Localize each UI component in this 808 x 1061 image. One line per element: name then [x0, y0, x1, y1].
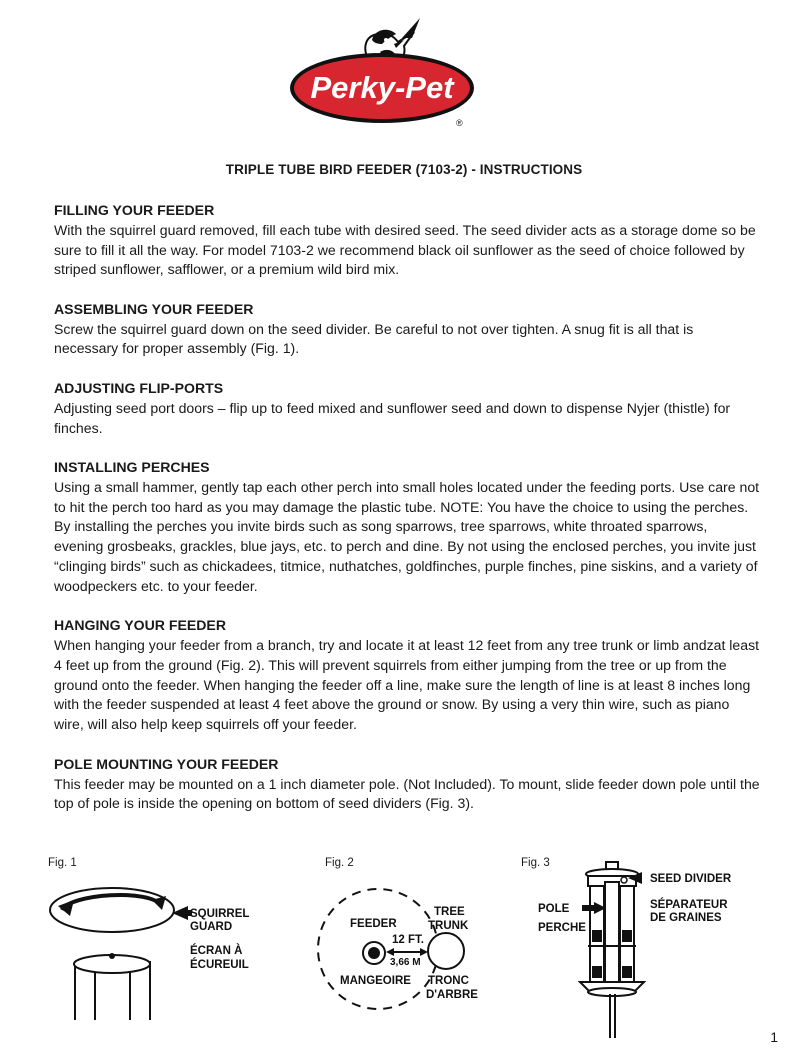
fig1-label: Fig. 1	[48, 857, 77, 869]
section-heading: ASSEMBLING YOUR FEEDER	[54, 300, 254, 317]
section-assembling	[54, 300, 760, 359]
fig3-separateur-2: DE GRAINES	[650, 912, 722, 924]
section-heading: POLE MOUNTING YOUR FEEDER	[54, 755, 279, 772]
section-body: Adjusting seed port doors – flip up to feed mixed and sunflower seed and down to dispense Nyjer (thistle) for finches.	[54, 399, 731, 436]
fig3-pole-mounting-diagram	[530, 858, 750, 1038]
section-perches	[54, 458, 760, 597]
section-flip-ports	[54, 379, 760, 438]
fig1-callout-fr-2: ÉCUREUIL	[190, 959, 249, 971]
fig2-feeder-fr: MANGEOIRE	[340, 975, 411, 987]
fig1-callout-fr-1: ÉCRAN À	[190, 945, 243, 957]
fig2-label: Fig. 2	[325, 857, 354, 869]
section-pole-mounting	[54, 755, 760, 814]
fig2-tree-fr-2: D'ARBRE	[426, 989, 478, 1001]
fig2-tree-2: TRUNK	[428, 920, 469, 932]
perky-pet-logo	[282, 10, 482, 128]
fig3-label: Fig. 3	[521, 857, 550, 869]
page-number: 1	[770, 1029, 778, 1045]
section-heading: FILLING YOUR FEEDER	[54, 202, 215, 218]
fig1-callout-en-2: GUARD	[190, 921, 233, 933]
section-hanging	[54, 616, 760, 735]
instructions-content	[54, 201, 760, 834]
fig3-separateur-1: SÉPARATEUR	[650, 899, 728, 911]
registered-mark: ®	[456, 118, 463, 128]
fig3-seed-divider: SEED DIVIDER	[650, 873, 732, 885]
fig2-tree-1: TREE	[434, 906, 465, 918]
logo-text: Perky-Pet	[310, 70, 454, 105]
fig2-distance-m: 3,66 M	[390, 957, 421, 968]
section-filling	[54, 201, 760, 280]
section-heading: INSTALLING PERCHES	[54, 459, 210, 476]
section-heading: ADJUSTING FLIP-PORTS	[54, 379, 224, 396]
fig3-pole: POLE	[538, 903, 570, 915]
section-body: Screw the squirrel guard down on the seed divider. Be careful to not over tighten. A snug fit is all that is necessary for proper assembly (Fig. 1).	[54, 320, 694, 357]
section-body: This feeder may be mounted on a 1 inch diameter pole. (Not Included). To mount, slide feeder down pole until the top of pole is inside the opening on bottom of seed dividers (Fig. 3).	[54, 775, 760, 812]
section-heading: HANGING YOUR FEEDER	[54, 617, 227, 634]
fig2-tree-fr-1: TRONC	[428, 975, 469, 987]
section-body: With the squirrel guard removed, fill each tube with desired seed. The seed divider acts as a storage dome so be sure to fill it all the way. For model 7103-2 we recommend black oil sunflower as the seed of choice followed by striped sunflower, safflower, or a premium wild bird mix.	[54, 221, 756, 278]
fig2-hanging-distance-diagram	[310, 885, 490, 1015]
fig3-perche: PERCHE	[538, 922, 586, 934]
fig1-squirrel-guard-diagram	[40, 870, 270, 1020]
fig1-callout-en-1: SQUIRREL	[190, 908, 250, 920]
fig2-distance-ft: 12 FT.	[392, 934, 424, 946]
section-body: When hanging your feeder from a branch, try and locate it at least 12 feet from any tree trunk or limb andzat least 4 feet up from the ground (Fig. 2). This will prevent squirrels from either jumping from the tree or up from the ground onto the feeder. When hanging the feeder off a line, make sure the length of line is at least 8 inches long with the feeder suspended at least 4 feet above the ground or snow. By using a very thin wire, such as piano wire, will also help keep squirrels off your feeder.	[54, 637, 760, 733]
section-body: Using a small hammer, gently tap each other perch into small holes located under the feeding ports. Use care not to hit the perch too hard as you may damage the plastic tube. NOTE: You have the choice to using the perches. By installing the perches you invite birds such as song sparrows, tree sparrows, white throated sparrows, evening grosbeaks, grackles, blue jays, etc. to perch and dine. By not using the enclosed perches, you invite just “clinging birds” such as chickadees, titmice, nuthatches, goldfinches, purple finches, pine siskins, and a variety of woodpeckers etc. to your feeder.	[54, 478, 760, 594]
fig2-feeder: FEEDER	[350, 918, 397, 930]
page-title: TRIPLE TUBE BIRD FEEDER (7103-2) - INSTRUCTIONS	[225, 162, 583, 177]
